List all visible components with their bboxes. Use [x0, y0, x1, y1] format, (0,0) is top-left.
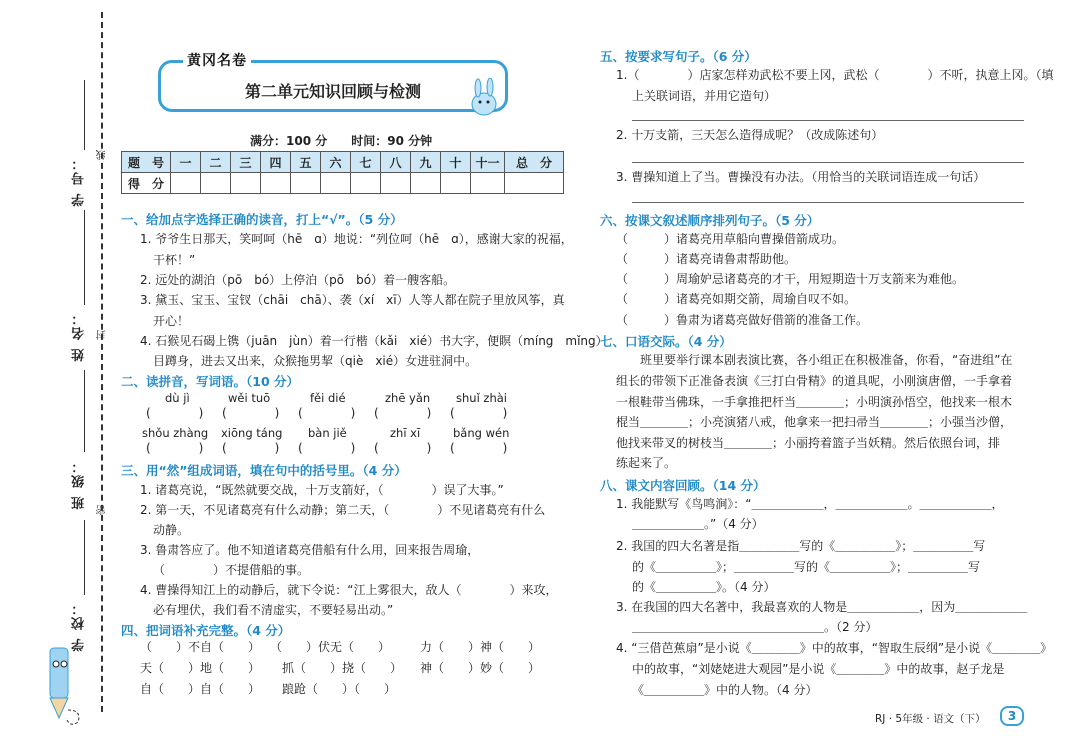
- score-header-cell: 十: [441, 152, 471, 173]
- answer-blank[interactable]: ( ): [374, 406, 432, 420]
- score-input-cell[interactable]: [231, 173, 261, 194]
- pinyin-prompt: wěi tuō: [228, 391, 271, 405]
- score-input-cell[interactable]: [291, 173, 321, 194]
- class-label: 班 级：: [72, 458, 87, 510]
- section-6-title: 六、按课文叙述顺序排列句子。（5 分）: [600, 213, 820, 228]
- answer-blank[interactable]: ( ): [222, 441, 280, 455]
- s1-line: 2. 远处的湖泊（pō bó）上停泊（pō bó）着一艘客船。: [140, 273, 456, 287]
- seal-mi-char: 密: [97, 505, 108, 515]
- score-header-cell: 四: [261, 152, 291, 173]
- score-header-cell: 一: [171, 152, 201, 173]
- s3-line: 3. 鲁肃答应了。他不知道诸葛亮借船有什么用，回来报告周瑜，: [140, 543, 480, 557]
- score-header-cell: 五: [291, 152, 321, 173]
- pinyin-prompt: dù jì: [165, 391, 190, 405]
- s8-line: 1. 我能默写《鸟鸣涧》：“＿＿＿＿＿＿，＿＿＿＿＿＿。＿＿＿＿＿＿，: [616, 497, 1004, 511]
- pinyin-prompt: shuǐ zhài: [456, 391, 507, 405]
- answer-blank[interactable]: ( ): [450, 406, 508, 420]
- pinyin-prompt: zhī xī: [390, 426, 421, 440]
- s3-line: 2. 第一天，不见诸葛亮有什么动静；第二天，（ ）不见诸葛亮有什么: [140, 503, 546, 517]
- idiom-item[interactable]: 抓（ ）挠（ ）: [282, 661, 403, 675]
- score-header-cell: 九: [411, 152, 441, 173]
- pinyin-prompt: bǎng wén: [453, 426, 510, 440]
- exam-meta: 满分：100 分 时间：90 分钟: [250, 134, 433, 148]
- seal-line-char: 线: [97, 150, 108, 160]
- score-input-cell[interactable]: [171, 173, 201, 194]
- s8-line: 《＿＿＿＿＿》中的人物。（4 分）: [632, 683, 818, 697]
- name-label: 姓 名：: [72, 310, 87, 362]
- pinyin-prompt: xiōng táng: [221, 426, 283, 440]
- s8-line: 中的故事，“刘姥姥进大观园”是小说《＿＿＿＿》中的故事，赵子龙是: [632, 662, 1005, 676]
- answer-blank[interactable]: ( ): [146, 441, 204, 455]
- idiom-item[interactable]: 神（ ）妙（ ）: [420, 661, 541, 675]
- idiom-item[interactable]: 自（ ）自（ ）: [140, 682, 261, 696]
- score-header-cell: 二: [201, 152, 231, 173]
- pinyin-prompt: bàn jiě: [308, 426, 347, 440]
- number-line: [84, 80, 85, 150]
- score-header-cell: 六: [321, 152, 351, 173]
- order-item[interactable]: （ ）诸葛亮用草船向曹操借箭成功。: [616, 232, 845, 246]
- score-input-cell[interactable]: [411, 173, 441, 194]
- score-header-cell: 总 分: [505, 152, 564, 173]
- s5-line: 3. 曹操知道上了当。曹操没有办法。（用恰当的关联词语连成一句话）: [616, 170, 986, 184]
- order-item[interactable]: （ ）鲁肃为诸葛亮做好借箭的准备工作。: [616, 313, 869, 327]
- seal-feng-char: 封: [97, 330, 108, 340]
- section-8-title: 八、课文内容回顾。（14 分）: [600, 478, 766, 493]
- s7-line: 班里要举行课本剧表演比赛，各小组正在积极准备，你看，“奋进组”在: [616, 353, 1013, 367]
- s8-line: 的《＿＿＿＿＿》；＿＿＿＿＿写的《＿＿＿＿＿》；＿＿＿＿＿写: [632, 560, 981, 574]
- section-5-title: 五、按要求写句子。（6 分）: [600, 49, 757, 64]
- s7-line: 练起来了。: [616, 456, 677, 470]
- score-input-cell[interactable]: [441, 173, 471, 194]
- answer-blank[interactable]: ( ): [450, 441, 508, 455]
- pinyin-prompt: shǒu zhàng: [142, 426, 209, 440]
- name-line: [84, 210, 85, 305]
- score-input-cell[interactable]: [471, 173, 505, 194]
- pinyin-prompt: zhē yǎn: [385, 391, 431, 405]
- s8-line: ＿＿＿＿＿＿。”（4 分）: [632, 517, 764, 531]
- score-input-cell[interactable]: [505, 173, 564, 194]
- rabbit-mascot-icon: [462, 78, 508, 120]
- s1-line: 干杯！”: [153, 253, 196, 267]
- page-title: 第二单元知识回顾与检测: [244, 82, 421, 101]
- s8-line: 的《＿＿＿＿＿》。（4 分）: [632, 580, 776, 594]
- score-input-cell[interactable]: [261, 173, 291, 194]
- idiom-item[interactable]: （ ）不自（ ）: [140, 640, 261, 654]
- score-header-cell: 三: [231, 152, 261, 173]
- s5-line: 上关联词语，并用它造句）: [632, 89, 777, 103]
- answer-blank[interactable]: ( ): [374, 441, 432, 455]
- order-item[interactable]: （ ）诸葛亮如期交箭，周瑜自叹不如。: [616, 292, 857, 306]
- section-4-title: 四、把词语补充完整。（4 分）: [121, 623, 291, 638]
- answer-blank[interactable]: ( ): [222, 406, 280, 420]
- number-label: 学 号：: [72, 155, 87, 207]
- s5-line: 2. 十万支箭，三天怎么造得成呢？（改成陈述句）: [616, 128, 884, 142]
- order-item[interactable]: （ ）周瑜妒忌诸葛亮的才干，用短期造十万支箭来为难他。: [616, 272, 965, 286]
- s1-line: 1. 爷爷生日那天，笑呵呵（hē ɑ）地说：“列位呵（hē ɑ），感谢大家的祝福，: [140, 232, 573, 246]
- s8-line: ＿＿＿＿＿＿＿＿＿＿＿＿＿＿＿＿。（2 分）: [632, 620, 878, 634]
- section-7-title: 七、口语交际。（4 分）: [600, 334, 732, 349]
- s3-line: 动静。: [153, 523, 190, 537]
- idiom-item[interactable]: （ ）伏无（ ）: [270, 640, 391, 654]
- s1-line: 3. 黛玉、宝玉、宝钗（chāi chā）、袭（xí xī）人等人都在院子里放风筝，真: [140, 293, 565, 307]
- idiom-item[interactable]: 踉跄（ ）（ ）: [282, 682, 397, 696]
- s7-line: 一根鞋带当佛珠，一手拿推把杆当＿＿＿＿；小明演孙悟空，他找来一根木: [616, 395, 1013, 409]
- score-header-cell: 七: [351, 152, 381, 173]
- score-header-row: [122, 152, 564, 173]
- score-input-cell[interactable]: [201, 173, 231, 194]
- section-1-title: 一、给加点字选择正确的读音，打上“√”。（5 分）: [121, 212, 403, 227]
- score-table: [121, 151, 564, 194]
- s3-line: （ ）不提借船的事。: [153, 563, 310, 577]
- footer-text: RJ · 5年级 · 语文（下）: [875, 713, 986, 725]
- answer-blank[interactable]: ( ): [298, 406, 356, 420]
- score-value-label: 得 分: [122, 173, 171, 194]
- score-header-cell: 十一: [471, 152, 505, 173]
- score-header-cell: 八: [381, 152, 411, 173]
- answer-line[interactable]: [632, 120, 1024, 121]
- pencil-mascot-icon: [38, 640, 84, 730]
- s3-line: 必有埋伏，我们看不清虚实，不要轻易出动。”: [153, 603, 394, 617]
- school-label: 学 校：: [72, 600, 87, 652]
- score-input-cell[interactable]: [351, 173, 381, 194]
- s7-line: 棍当＿＿＿＿；小亮演猪八戒，他拿来一把扫帚当＿＿＿＿；小强当沙僧，: [616, 415, 1013, 429]
- s1-line: 目蹲身，进去又出来，众猴拖男挈（qiè xié）女进驻洞中。: [153, 354, 478, 368]
- score-value-row: [122, 173, 564, 194]
- answer-line[interactable]: [632, 202, 1024, 203]
- score-header-cell: 题 号: [122, 152, 171, 173]
- order-item[interactable]: （ ）诸葛亮请鲁肃帮助他。: [616, 252, 797, 266]
- section-2-title: 二、读拼音，写词语。（10 分）: [121, 374, 299, 389]
- s1-line: 开心！: [153, 314, 190, 328]
- binding-dashed-line: [101, 12, 103, 712]
- page-number: 3: [1000, 706, 1024, 726]
- score-input-cell[interactable]: [321, 173, 351, 194]
- s7-line: 他找来带叉的树枝当＿＿＿＿；小丽挎着篮子当妖精。然后依照台词，排: [616, 436, 1001, 450]
- idiom-item[interactable]: 天（ ）地（ ）: [140, 661, 261, 675]
- s1-line: 4. 石猴见石碣上镌（juān jùn）着一行楷（kǎi xié）书大字，便瞑（míng mǐng）: [140, 334, 608, 348]
- brand-logo: 黄冈名卷: [183, 50, 251, 70]
- school-line: [84, 520, 85, 595]
- class-line: [84, 370, 85, 452]
- pinyin-prompt: fěi dié: [310, 391, 346, 405]
- answer-blank[interactable]: ( ): [146, 406, 204, 420]
- s7-line: 组长的带领下正准备表演《三打白骨精》的道具呢，小刚演唐僧，一手拿着: [616, 374, 1013, 388]
- section-3-title: 三、用“然”组成词语，填在句中的括号里。（4 分）: [121, 463, 407, 478]
- s8-line: 3. 在我国的四大名著中，我最喜欢的人物是＿＿＿＿＿＿，因为＿＿＿＿＿＿: [616, 600, 1028, 614]
- s8-line: 4. “三借芭蕉扇”是小说《＿＿＿＿》中的故事，“智取生辰纲”是小说《＿＿＿＿》: [616, 641, 1053, 655]
- s3-line: 4. 曹操得知江上的动静后，就下令说：“江上雾很大，敌人（ ）来攻，: [140, 583, 558, 597]
- idiom-item[interactable]: 力（ ）神（ ）: [420, 640, 541, 654]
- s3-line: 1. 诸葛亮说，“既然就要交战，十万支箭好，（ ）误了大事。”: [140, 483, 504, 497]
- score-input-cell[interactable]: [381, 173, 411, 194]
- answer-line[interactable]: [632, 162, 1024, 163]
- s8-line: 2. 我国的四大名著是指＿＿＿＿＿写的《＿＿＿＿＿》；＿＿＿＿＿写: [616, 539, 986, 553]
- answer-blank[interactable]: ( ): [298, 441, 356, 455]
- s5-line: 1.（ ）店家怎样劝武松不要上冈，武松（ ）不听，执意上冈。（填: [616, 68, 1054, 82]
